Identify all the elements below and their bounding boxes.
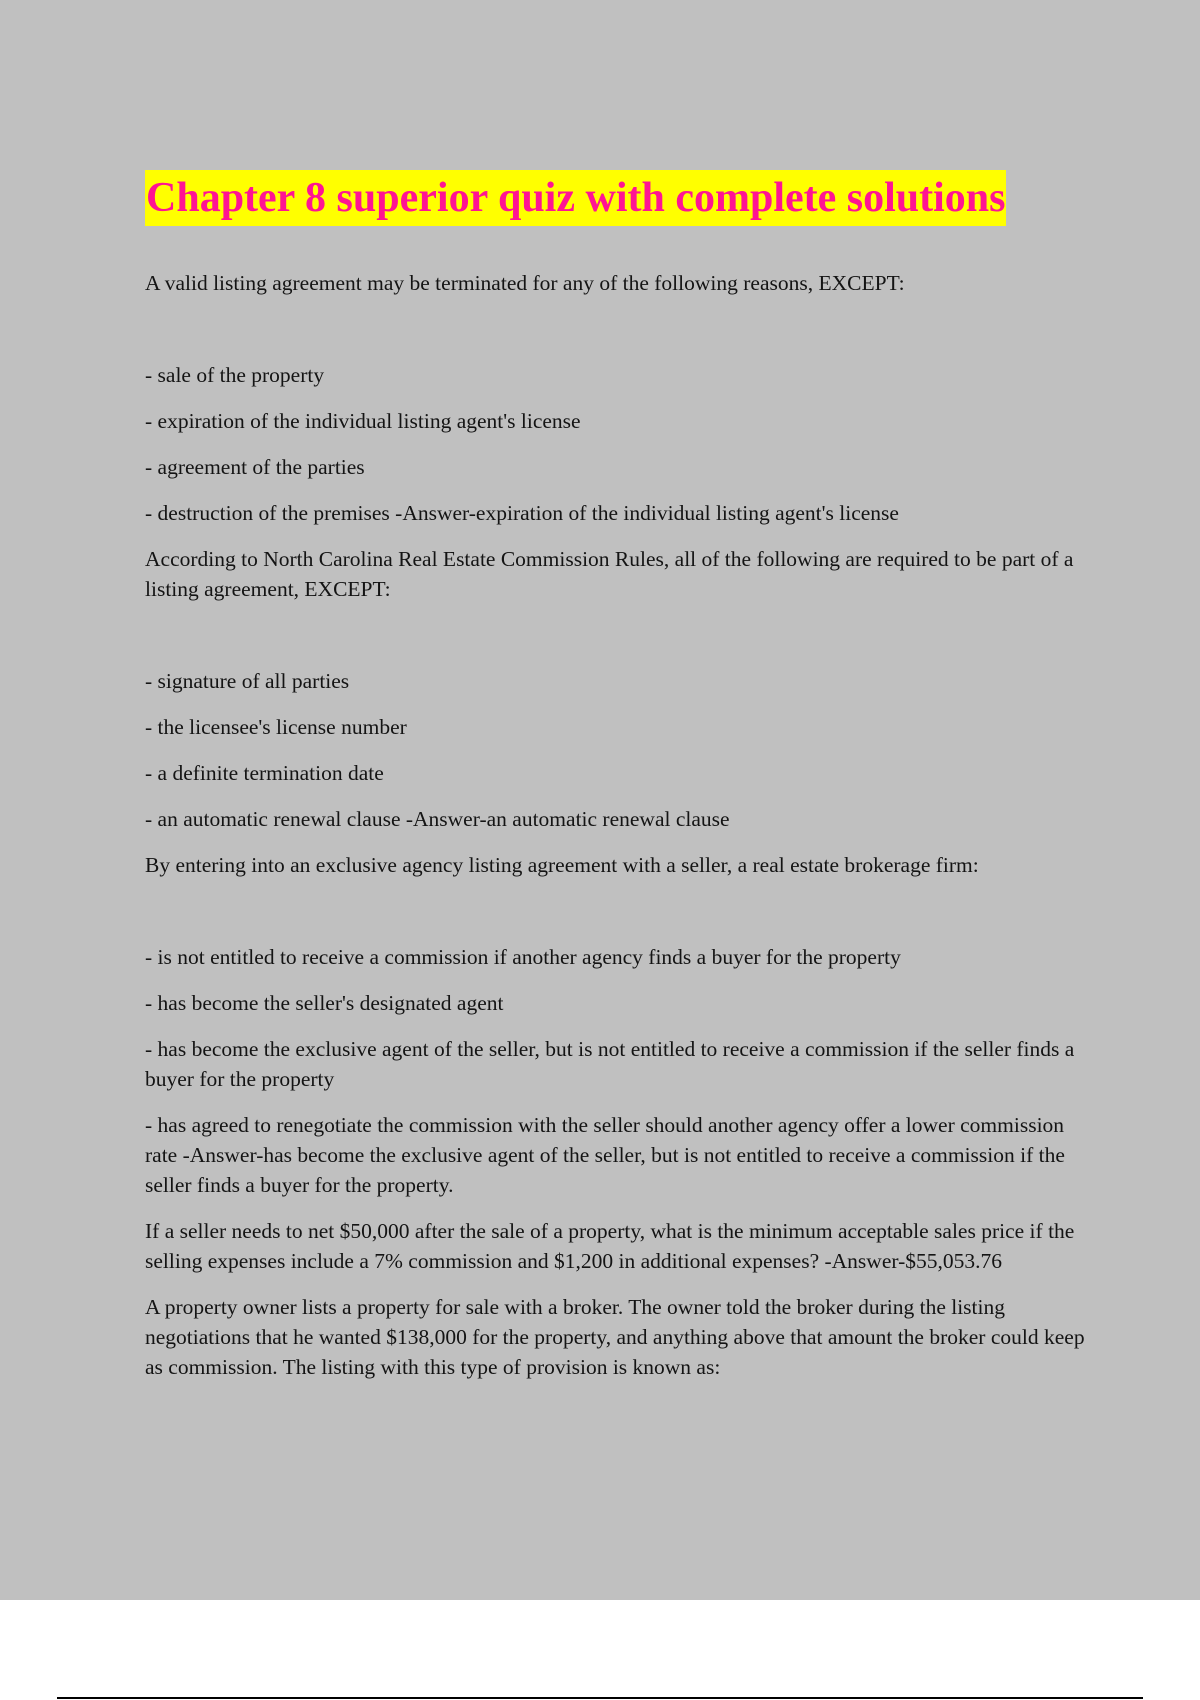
question-2-option-2: - the licensee's license number: [145, 715, 407, 739]
question-4-prompt-answer: If a seller needs to net $50,000 after the sale of a property, what is the minimum acceptable sales price if the selling expenses include a 7% commission and $1,200 in additional expenses? -Answer-$55,053.76: [145, 1219, 1075, 1273]
question-2-option-4-answer: - an automatic renewal clause -Answer-an automatic renewal clause: [145, 807, 730, 831]
question-1-option-4-answer: - destruction of the premises -Answer-expiration of the individual listing agent's license: [145, 501, 899, 525]
question-2-prompt: According to North Carolina Real Estate Commission Rules, all of the following are required to be part of a listing agreement, EXCEPT:: [145, 547, 1074, 601]
question-3-prompt: By entering into an exclusive agency listing agreement with a seller, a real estate brokerage firm:: [145, 853, 979, 877]
document-title: Chapter 8 superior quiz with complete solutions: [145, 170, 1006, 226]
question-2-option-1: - signature of all parties: [145, 669, 350, 693]
question-1-option-1: - sale of the property: [145, 363, 325, 387]
question-3-option-2: - has become the seller's designated agent: [145, 991, 504, 1015]
bottom-divider: [57, 1697, 1143, 1699]
question-1-option-3: - agreement of the parties: [145, 455, 365, 479]
question-2-option-3: - a definite termination date: [145, 761, 384, 785]
question-3-option-3: - has become the exclusive agent of the seller, but is not entitled to receive a commission if the seller finds a buyer for the property: [145, 1037, 1075, 1091]
question-3-option-4-answer: - has agreed to renegotiate the commission with the seller should another agency offer a lower commission rate -Answer-has become the exclusive agent of the seller, but is not entitled to receive a commission if the seller finds a buyer for the property.: [145, 1113, 1065, 1197]
document-content: [145, 268, 1085, 1382]
question-3-option-1: - is not entitled to receive a commission if another agency finds a buyer for the property: [145, 945, 901, 969]
question-1-prompt: A valid listing agreement may be terminated for any of the following reasons, EXCEPT:: [145, 271, 905, 295]
question-5-prompt: A property owner lists a property for sale with a broker. The owner told the broker during the listing negotiations that he wanted $138,000 for the property, and anything above that amount the broker could keep as commission. The listing with this type of provision is known as:: [145, 1295, 1085, 1379]
question-1-option-2: - expiration of the individual listing agent's license: [145, 409, 581, 433]
